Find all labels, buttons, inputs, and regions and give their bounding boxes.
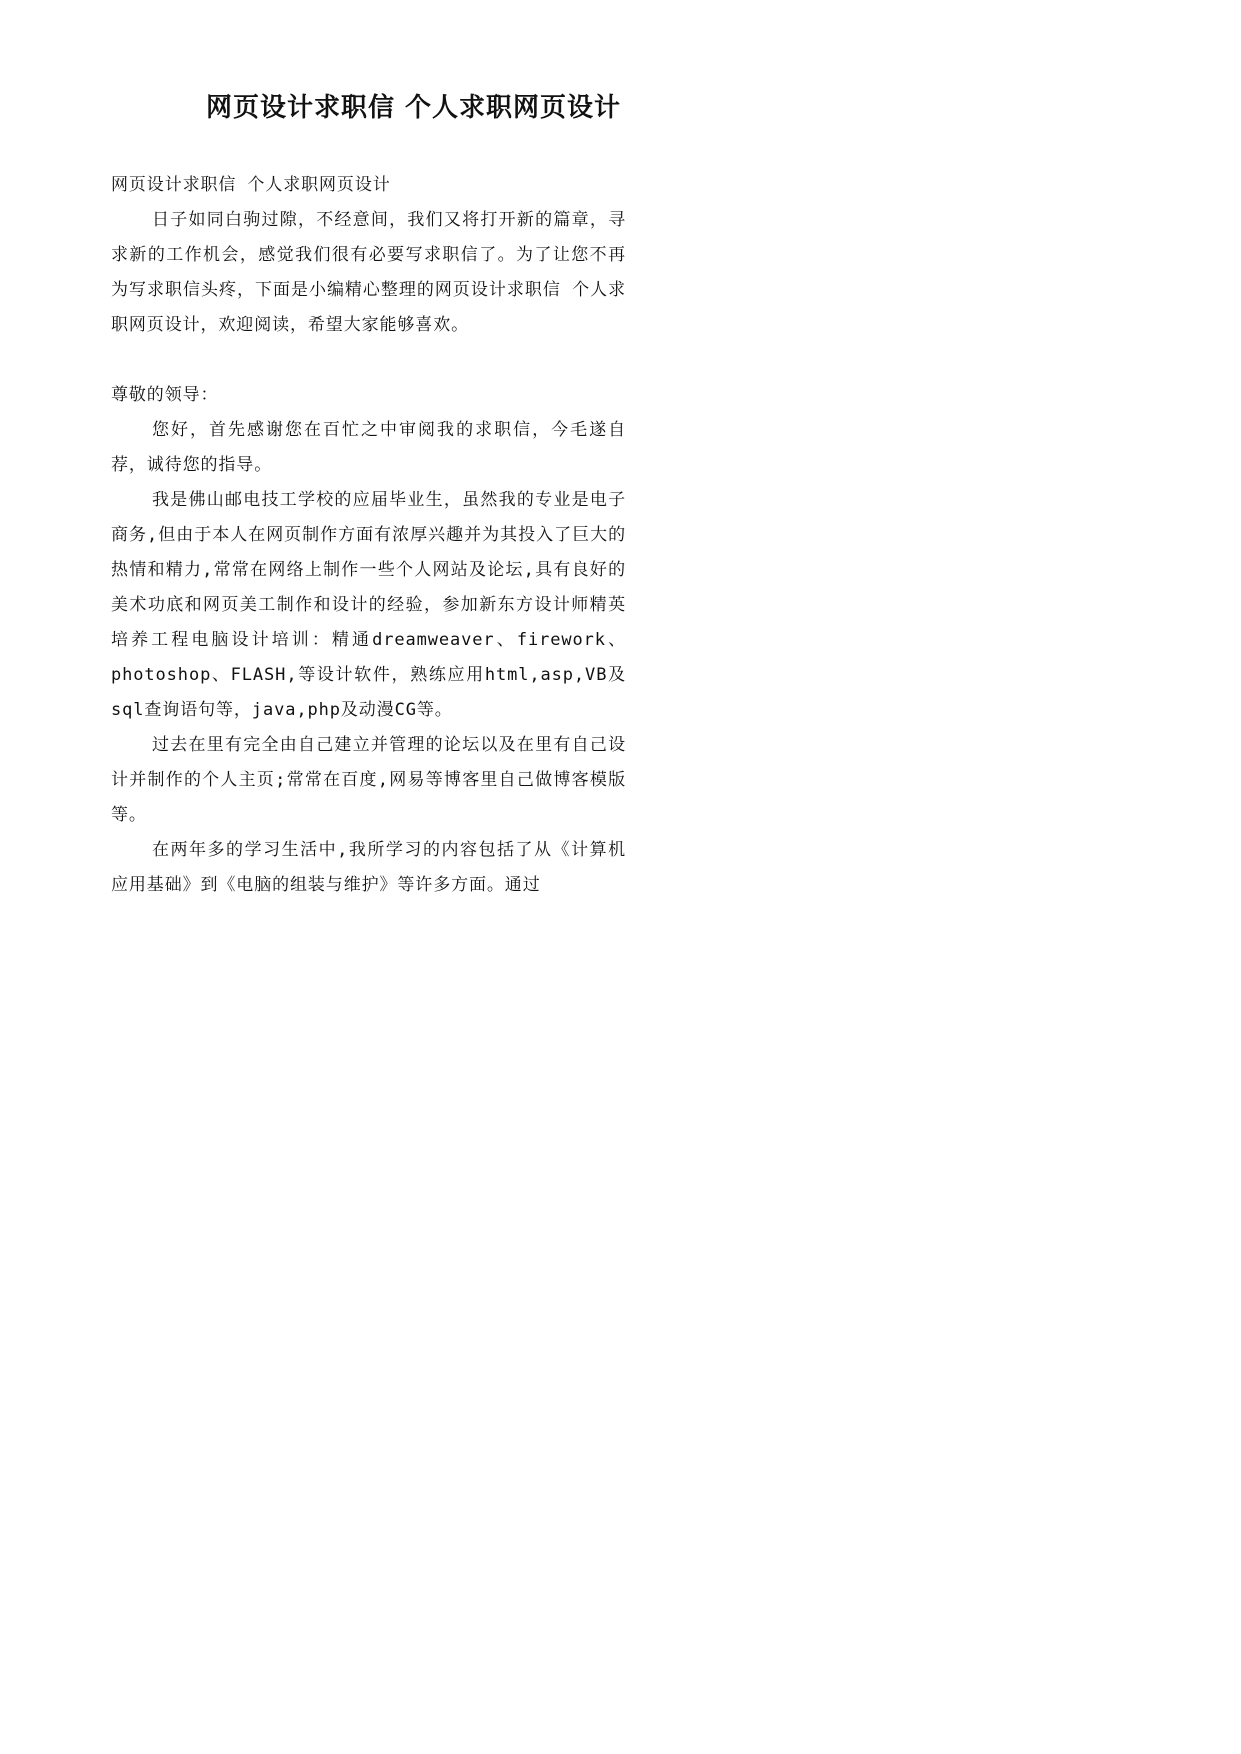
document-title: 网页设计求职信 个人求职网页设计 bbox=[205, 93, 622, 123]
body-paragraph: 您好，首先感谢您在百忙之中审阅我的求职信，今毛遂自荐，诚待您的指导。 bbox=[111, 420, 626, 475]
body-paragraph: 在两年多的学习生活中,我所学习的内容包括了从《计算机应用基础》到《电脑的组装与维护》等许多方面。通过 bbox=[111, 840, 626, 895]
document-body bbox=[111, 168, 626, 903]
body-paragraph: 过去在里有完全由自己建立并管理的论坛以及在里有自己设计并制作的个人主页;常常在百度,网易等博客里自己做博客模版等。 bbox=[111, 735, 626, 825]
document-subtitle: 网页设计求职信 个人求职网页设计 bbox=[111, 175, 391, 195]
salutation: 尊敬的领导： bbox=[111, 385, 219, 405]
intro-paragraph: 日子如同白驹过隙，不经意间，我们又将打开新的篇章，寻求新的工作机会，感觉我们很有必要写求职信了。为了让您不再为写求职信头疼，下面是小编精心整理的网页设计求职信 个人求职网页设计，欢迎阅读，希望大家能够喜欢。 bbox=[111, 210, 626, 335]
document-page bbox=[0, 0, 827, 1169]
body-paragraph: 我是佛山邮电技工学校的应届毕业生，虽然我的专业是电子商务,但由于本人在网页制作方面有浓厚兴趣并为其投入了巨大的热情和精力,常常在网络上制作一些个人网站及论坛,具有良好的美术功底和网页美工制作和设计的经验，参加新东方设计师精英培养工程电脑设计培训：精通dreamweaver、firework、photoshop、FLASH,等设计软件，熟练应用html,asp,VB及sql查询语句等，java,php及动漫CG等。 bbox=[111, 490, 626, 720]
